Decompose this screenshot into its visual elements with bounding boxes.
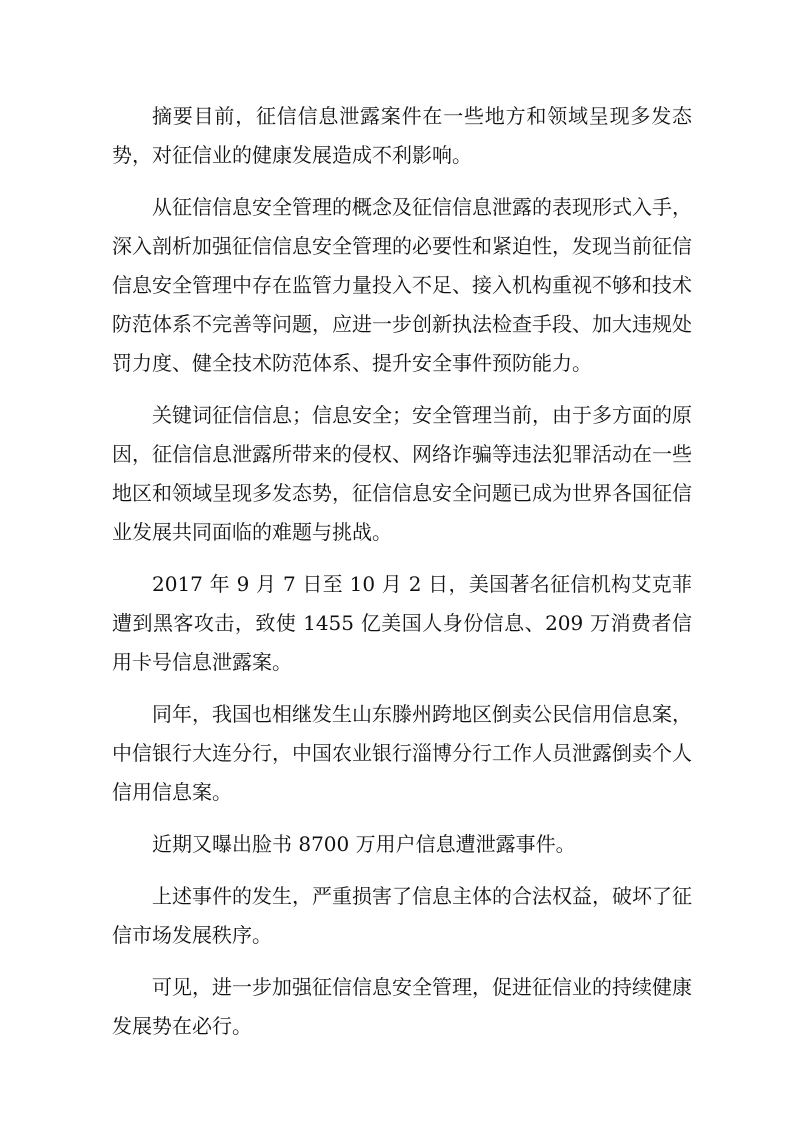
keywords-paragraph: 关键词征信信息；信息安全；安全管理当前，由于多方面的原因，征信信息泄露所带来的侵权、网络诈骗等违法犯罪活动在一些地区和领域呈现多发态势，征信信息安全问题已成为世界各国征信业发展共同面临的难题与挑战。 [112,403,692,544]
body-paragraph: 从征信信息安全管理的概念及征信信息泄露的表现形式入手，深入剖析加强征信信息安全管理的必要性和紧迫性，发现当前征信信息安全管理中存在监管力量投入不足、接入机构重视不够和技术防范体系不完善等问题，应进一步创新执法检查手段、加大违规处罚力度、健全技术防范体系、提升安全事件预防能力。 [112,195,692,375]
body-paragraph: 上述事件的发生，严重损害了信息主体的合法权益，破坏了征信市场发展秩序。 [112,884,692,947]
document-body [112,97,692,1059]
body-paragraph: 可见，进一步加强征信信息安全管理，促进征信业的持续健康发展势在必行。 [112,975,692,1038]
body-paragraph: 同年，我国也相继发生山东滕州跨地区倒卖公民信用信息案，中信银行大连分行，中国农业银行淄博分行工作人员泄露倒卖个人信用信息案。 [112,702,692,804]
body-paragraph: 近期又曝出脸书 8700 万用户信息遭泄露事件。 [152,832,576,856]
body-paragraph: 2017 年 9 月 7 日至 10 月 2 日，美国著名征信机构艾克菲遭到黑客攻击，致使 1455 亿美国人身份信息、209 万消费者信用卡号信息泄露案。 [112,572,692,674]
abstract-paragraph: 摘要目前，征信信息泄露案件在一些地方和领域呈现多发态势，对征信业的健康发展造成不利影响。 [112,104,692,167]
